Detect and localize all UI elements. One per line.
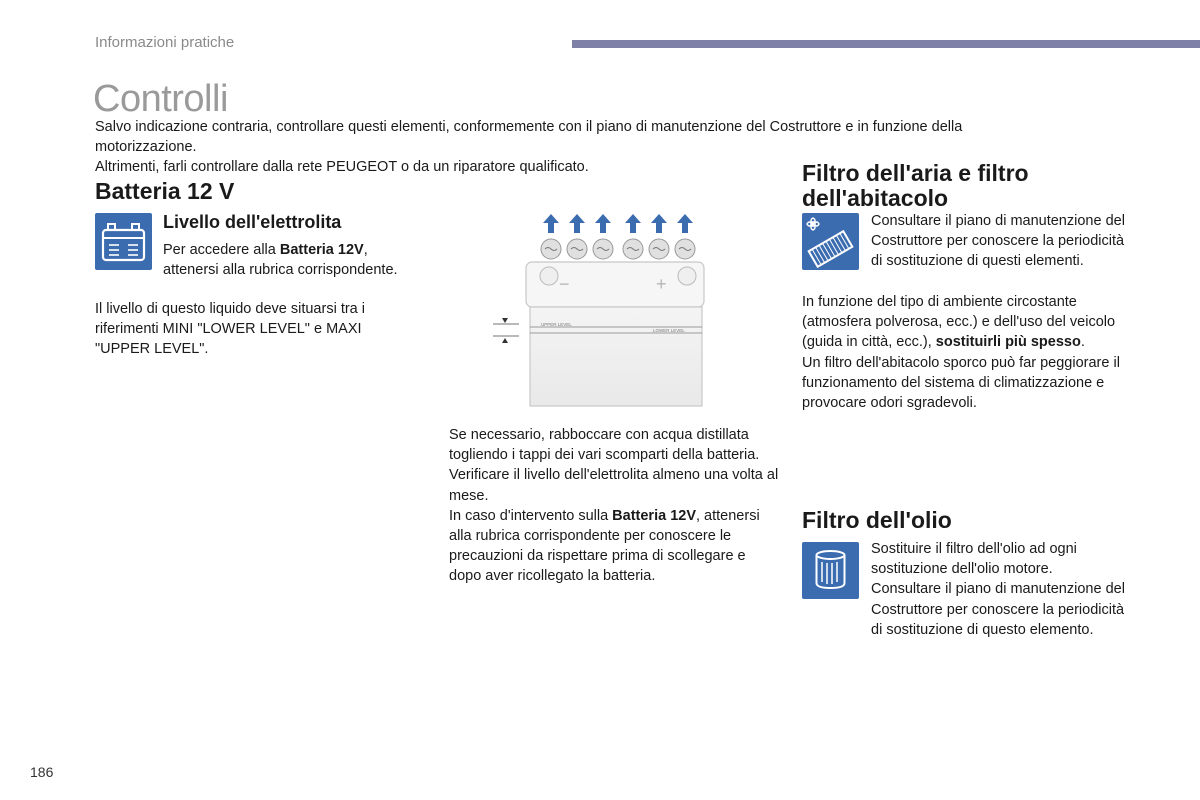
air-filter-text-block <box>802 292 1122 413</box>
battery-access-text <box>163 240 423 280</box>
air-filter-text-2-pre: In funzione del tipo di ambiente circostante (atmosfera polverosa, ecc.) e dell'uso del veicolo (guida in città, ecc.), <box>802 294 1116 351</box>
electrolyte-subheading: Livello dell'elettrolita <box>163 212 342 232</box>
intervention-post: , attenersi alla rubrica corrispondente per conoscere le precauzioni da rispettare prima di scollegare e dopo aver ricollegato la batteria. <box>449 507 760 585</box>
intro-line-2: Altrimenti, farli controllare dalla rete PEUGEOT o da un riparatore qualificato. <box>95 159 589 175</box>
air-filter-text-1: Consultare il piano di manutenzione del Costruttore per conoscere la periodicità di sostituzione di questi elementi. <box>871 213 1125 270</box>
intervention-paragraph <box>449 506 779 587</box>
access-text-post: , attenersi alla rubrica corrispondente. <box>163 242 398 279</box>
header-bar <box>572 40 1200 48</box>
battery-diagram <box>493 212 715 412</box>
air-filter-icon <box>802 213 859 270</box>
air-filter-heading: Filtro dell'aria e filtro dell'abitacolo <box>802 160 1029 211</box>
battery-icon <box>95 213 152 270</box>
svg-text:+: + <box>656 274 667 294</box>
oil-filter-text <box>871 539 1131 640</box>
monthly-paragraph: Verificare il livello dell'elettrolita almeno una volta al mese. <box>449 467 779 504</box>
air-filter-text-3: Un filtro dell'abitacolo sporco può far peggiorare il funzionamento del sistema di climatizzazione e provocare odori sgradevoli. <box>802 354 1120 412</box>
battery-heading: Batteria 12 V <box>95 178 235 204</box>
diagram-lower-label: LOWER LEVEL <box>653 328 685 333</box>
air-filter-text-2-bold: sostituirli più spesso <box>935 334 1081 351</box>
diagram-upper-label: UPPER LEVEL <box>541 322 572 327</box>
refill-paragraph: Se necessario, rabboccare con acqua distillata togliendo i tappi dei vari scomparti della batteria. <box>449 427 760 464</box>
access-text-bold: Batteria 12V <box>279 242 364 258</box>
intervention-bold: Batteria 12V <box>612 507 696 524</box>
svg-text:−: − <box>559 274 570 294</box>
level-text: Il livello di questo liquido deve situarsi tra i riferimenti MINI "LOWER LEVEL" e MAXI "UPPER LEVEL". <box>95 301 365 358</box>
battery-refill-text <box>449 425 779 587</box>
oil-filter-heading: Filtro dell'olio <box>802 507 952 533</box>
air-filter-text-2 <box>802 292 1122 353</box>
page-number: 186 <box>30 764 54 780</box>
oil-filter-text-2: Consultare il piano di manutenzione del Costruttore per conoscere la periodicità di sostituzione di questo elemento. <box>871 581 1125 638</box>
access-text-pre: Per accedere alla <box>163 242 280 258</box>
oil-filter-icon <box>802 542 859 599</box>
page-title: Controlli <box>93 78 228 120</box>
air-filter-text-2-post: . <box>1080 334 1085 351</box>
intro-line-1: Salvo indicazione contraria, controllare questi elementi, conformemente con il piano di manutenzione del Costruttore e in funzione della motorizzazione. <box>95 119 963 155</box>
oil-filter-text-1: Sostituire il filtro dell'olio ad ogni sostituzione dell'olio motore. <box>871 541 1077 578</box>
intervention-pre: In caso d'intervento sulla <box>449 507 613 524</box>
section-label: Informazioni pratiche <box>95 34 235 51</box>
